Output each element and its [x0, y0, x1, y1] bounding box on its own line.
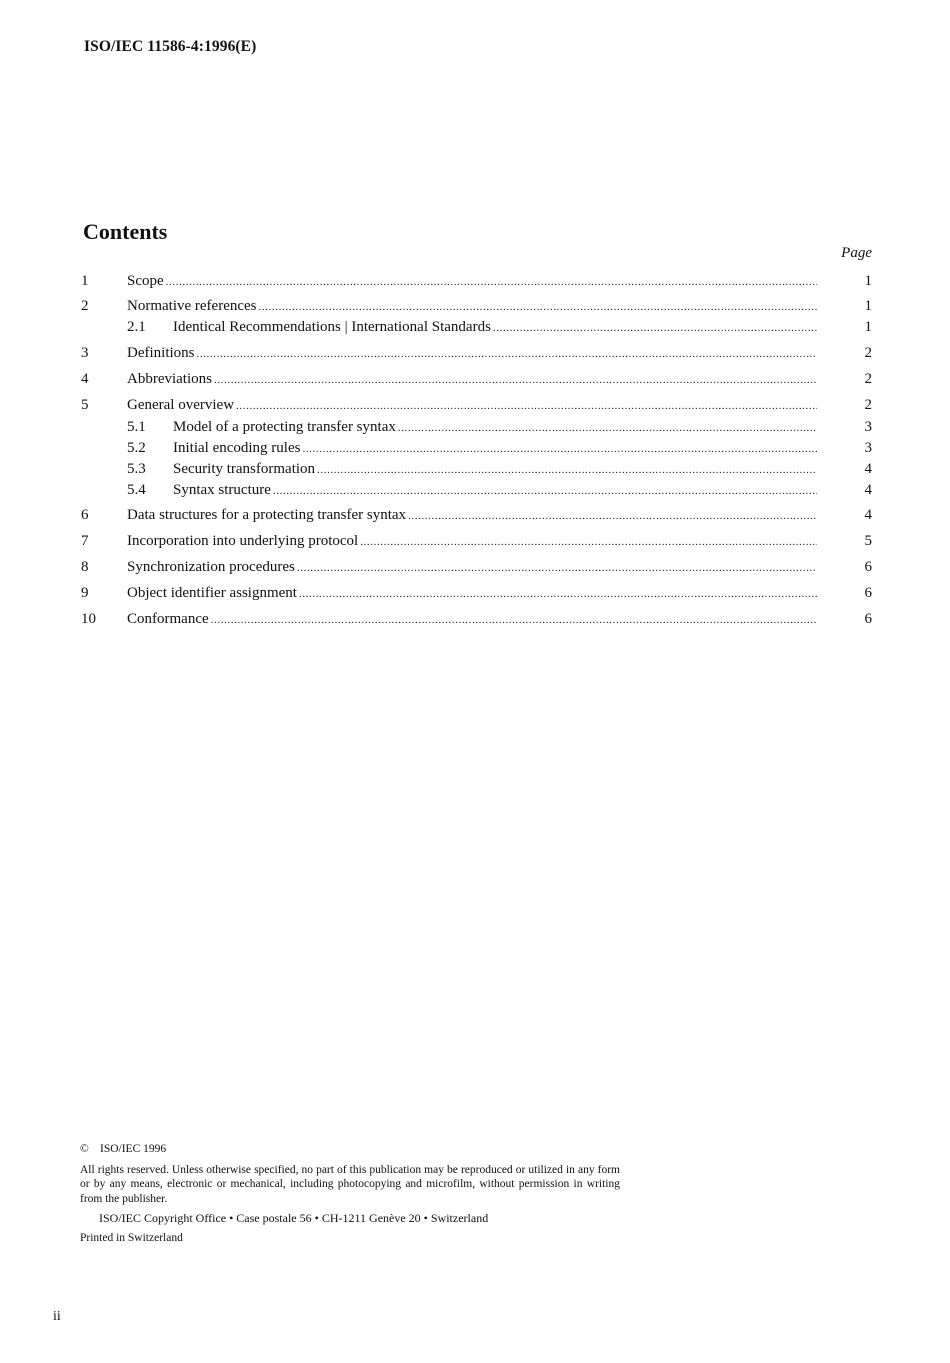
toc-entry-title: Security transformation — [173, 461, 316, 477]
dot-leader — [236, 396, 817, 415]
toc-entry-number: 7 — [81, 533, 89, 549]
page-number: ii — [53, 1309, 61, 1324]
toc-subentry[interactable] — [0, 459, 950, 479]
dot-leader — [259, 297, 817, 316]
toc-entry-title: Incorporation into underlying protocol — [127, 533, 359, 549]
toc-entry-number: 5.1 — [127, 419, 146, 435]
printed-in-note: Printed in Switzerland — [80, 1231, 183, 1244]
toc-entry-title: Definitions — [127, 345, 195, 361]
toc-entry[interactable] — [0, 369, 950, 389]
toc-entry-page: 2 — [864, 371, 872, 387]
copyright-line — [80, 1142, 620, 1157]
toc-entry-number: 5 — [81, 397, 89, 413]
toc-entry[interactable] — [0, 505, 950, 525]
toc-entry-title: Abbreviations — [127, 371, 212, 387]
toc-entry-title: Normative references — [127, 298, 257, 314]
toc-entry-number: 2 — [81, 298, 89, 314]
toc-entry-number: 5.2 — [127, 440, 146, 456]
toc-entry-number: 10 — [81, 611, 96, 627]
toc-entry-page: 6 — [864, 611, 872, 627]
toc-entry[interactable] — [0, 271, 950, 291]
toc-entry-page: 2 — [864, 397, 872, 413]
dot-leader — [317, 460, 817, 479]
toc-entry-page: 1 — [864, 319, 872, 335]
toc-entry-title: Conformance — [127, 611, 209, 627]
copyright-holder: ISO/IEC 1996 — [100, 1143, 167, 1155]
dot-leader — [299, 584, 817, 603]
dot-leader — [166, 272, 817, 291]
copyright-symbol: © — [80, 1143, 89, 1155]
toc-entry[interactable] — [0, 395, 950, 415]
toc-entry[interactable] — [0, 531, 950, 551]
dot-leader — [197, 344, 818, 363]
toc-entry[interactable] — [0, 583, 950, 603]
toc-entry-number: 8 — [81, 559, 89, 575]
contents-heading: Contents — [83, 219, 168, 244]
toc-entry-number: 9 — [81, 585, 89, 601]
dot-leader — [302, 439, 817, 458]
toc-entry-title: Syntax structure — [173, 482, 271, 498]
toc-subentry[interactable] — [0, 317, 950, 337]
toc-entry-title: Synchronization procedures — [127, 559, 295, 575]
toc-entry-number: 5.3 — [127, 461, 146, 477]
toc-entry-title: Model of a protecting transfer syntax — [173, 419, 396, 435]
toc-entry-title: Initial encoding rules — [173, 440, 301, 456]
toc-entry-number: 6 — [81, 507, 89, 523]
toc-entry-page: 1 — [864, 298, 872, 314]
toc-entry-page: 4 — [864, 482, 872, 498]
toc-entry-page: 2 — [864, 345, 872, 361]
dot-leader — [360, 532, 817, 551]
dot-leader — [408, 506, 817, 525]
toc-entry-number: 3 — [81, 345, 89, 361]
toc-entry[interactable] — [0, 609, 950, 629]
toc-entry-page: 4 — [864, 507, 872, 523]
toc-entry-page: 4 — [864, 461, 872, 477]
toc-entry-number: 1 — [81, 273, 89, 289]
toc-entry-title: Scope — [127, 273, 164, 289]
dot-leader — [211, 610, 817, 629]
toc-entry-page: 5 — [864, 533, 872, 549]
toc-entry-page: 3 — [864, 419, 872, 435]
toc-entry-page: 3 — [864, 440, 872, 456]
toc-entry-page: 6 — [864, 559, 872, 575]
toc-entry-number: 5.4 — [127, 482, 146, 498]
dot-leader — [214, 370, 817, 389]
toc-entry[interactable] — [0, 557, 950, 577]
toc-entry-title: Identical Recommendations | International Standards — [173, 319, 491, 335]
dot-leader — [273, 481, 817, 500]
copyright-office-address: ISO/IEC Copyright Office • Case postale 56 • CH-1211 Genève 20 • Switzerland — [99, 1211, 489, 1225]
toc-entry[interactable] — [0, 296, 950, 316]
toc-entry-number: 4 — [81, 371, 89, 387]
toc-entry-number: 2.1 — [127, 319, 146, 335]
page-column-label: Page — [841, 245, 872, 261]
copyright-block — [80, 1142, 620, 1245]
toc-entry-title: General overview — [127, 397, 235, 413]
toc-subentry[interactable] — [0, 438, 950, 458]
dot-leader — [398, 418, 817, 437]
toc-entry-page: 6 — [864, 585, 872, 601]
toc-entry[interactable] — [0, 343, 950, 363]
dot-leader — [493, 318, 817, 337]
document-identifier: ISO/IEC 11586-4:1996(E) — [84, 38, 257, 55]
toc-entry-title: Object identifier assignment — [127, 585, 297, 601]
dot-leader — [297, 558, 817, 577]
toc-entry-page: 1 — [864, 273, 872, 289]
toc-subentry[interactable] — [0, 417, 950, 437]
rights-statement: All rights reserved. Unless otherwise specified, no part of this publication may be reproduced or utilized in any form or by any means, electronic or mechanical, including photocopying and microfilm, without permission in writing from the publisher. — [80, 1163, 620, 1205]
toc-subentry[interactable] — [0, 480, 950, 500]
toc-entry-title: Data structures for a protecting transfer syntax — [127, 507, 407, 523]
